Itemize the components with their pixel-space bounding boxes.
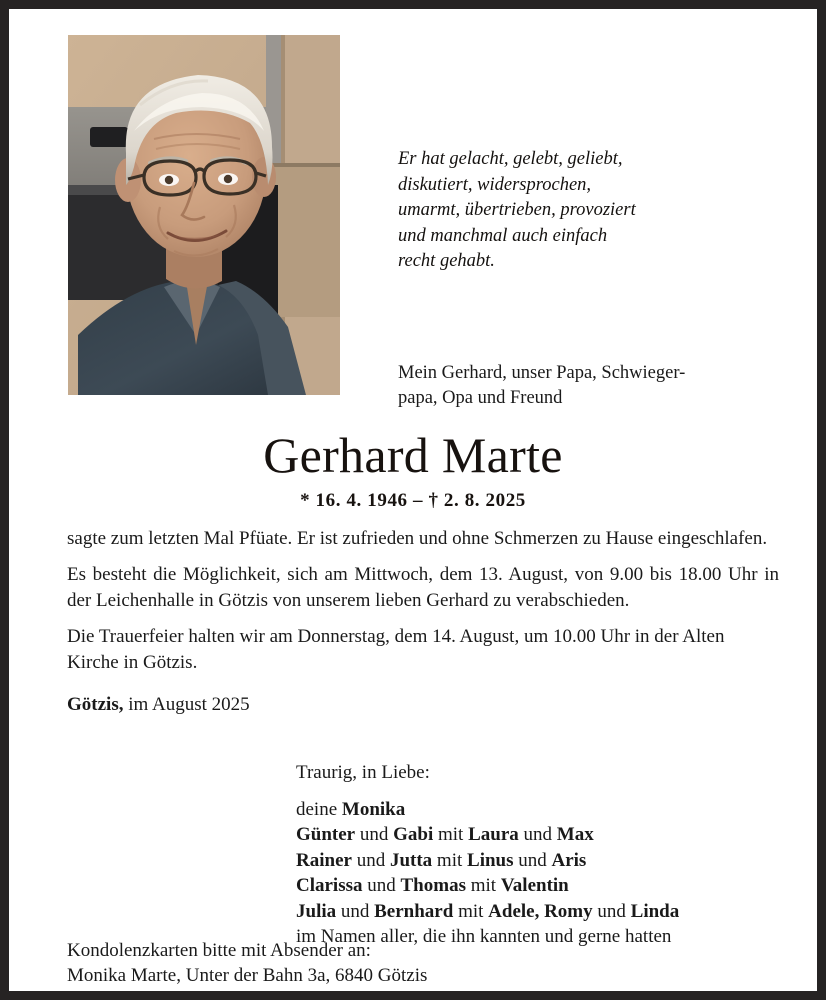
mourner-name: Laura (468, 824, 519, 845)
poem-line: umarmt, übertrieben, provoziert (398, 200, 636, 220)
deceased-dates: * 16. 4. 1946 – † 2. 8. 2025 (300, 490, 526, 511)
condolence-instruction: Kondolenzkarten bitte mit Absender an: (67, 940, 371, 961)
body-paragraph: Es besteht die Möglichkeit, sich am Mittwoch, dem 13. August, von 9.00 bis 18.00 Uhr in der Leichenhalle in Götzis von unserem lieben Gerhard zu verabschieden. (67, 564, 779, 611)
mourner-line (296, 848, 796, 874)
condolence-address (67, 938, 667, 988)
mourner-name: Julia (296, 900, 337, 922)
mourner-name: Adele, Romy (488, 900, 593, 922)
condolence-recipient: Monika Marte, Unter der Bahn 3a, 6840 Götzis (67, 965, 428, 986)
mourner-name: Monika (341, 798, 406, 820)
body-paragraph: sagte zum letzten Mal Pfüate. Er ist zufrieden und ohne Schmerzen zu Hause eingeschlafen. (67, 528, 768, 549)
mourner-line (296, 899, 796, 925)
body-paragraph: Die Trauerfeier halten wir am Donnerstag, dem 14. August, um 10.00 Uhr in der Alten Kirche in Götzis. (67, 626, 725, 673)
mourner-name: Jutta (389, 849, 433, 871)
mourner-connector: mit (433, 824, 469, 845)
relation-statement (398, 361, 738, 411)
memorial-poem (398, 147, 728, 275)
mourners-block (296, 760, 796, 950)
mourners-list (296, 797, 796, 950)
poem-line: diskutiert, widersprochen, (398, 174, 592, 195)
portrait-photo-image (68, 35, 340, 395)
mourner-line (296, 797, 796, 823)
mourner-connector: mit (465, 875, 501, 896)
mourner-connector: und (592, 900, 631, 922)
mourner-name: Thomas (400, 875, 466, 896)
mourner-name: Aris (551, 849, 587, 871)
relation-line: papa, Opa und Freund (398, 388, 563, 408)
place-name: Götzis, (67, 694, 124, 715)
mourner-connector: mit (432, 849, 468, 871)
mourner-connector: und (336, 900, 375, 922)
mourner-name: Max (556, 824, 594, 845)
obituary-body (67, 526, 779, 718)
mourner-name: Rainer (296, 849, 352, 871)
mourner-connector: und (518, 824, 557, 845)
place-date: im August 2025 (123, 694, 250, 715)
mourner-connector: und (362, 875, 401, 896)
poem-line: und manchmal auch einfach (398, 225, 608, 246)
mourner-connector: im Namen aller, die ihn kannten und gerne hatten (296, 926, 672, 947)
mourner-name: Günter (296, 824, 356, 845)
mourner-name: Linda (630, 900, 680, 922)
mourner-connector: deine (296, 798, 342, 820)
poem-line: Er hat gelacht, gelebt, geliebt, (398, 149, 623, 169)
mourner-name: Gabi (393, 824, 434, 845)
mourner-name: Valentin (500, 875, 569, 896)
mourner-connector: mit (453, 900, 489, 922)
mourner-connector: und (351, 849, 390, 871)
relation-line: Mein Gerhard, unser Papa, Schwieger- (398, 363, 686, 383)
place-and-date (67, 692, 779, 718)
portrait-photo (68, 35, 340, 395)
mourner-line (296, 822, 796, 848)
mourner-name: Bernhard (374, 900, 454, 922)
deceased-name: Gerhard Marte (263, 427, 563, 483)
mourner-name: Linus (467, 849, 514, 871)
obituary-page (9, 9, 817, 991)
poem-line: recht gehabt. (398, 251, 495, 271)
mourner-name: Clarissa (296, 875, 363, 896)
mourner-connector: und (513, 849, 552, 871)
mourner-line (296, 873, 796, 899)
mourner-connector: und (355, 824, 394, 845)
mourners-intro: Traurig, in Liebe: (296, 762, 430, 783)
